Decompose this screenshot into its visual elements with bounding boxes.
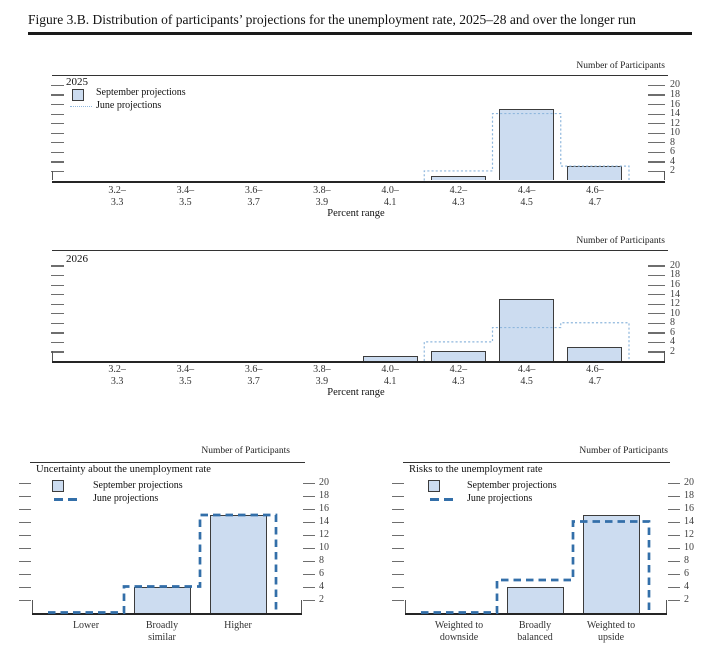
y-tick-label: 4 xyxy=(319,581,324,592)
y-tick-right xyxy=(648,304,665,305)
y-tick-label: 4 xyxy=(684,581,689,592)
y-tick-label: 6 xyxy=(670,146,675,158)
y-tick-left xyxy=(392,535,404,536)
y-tick-label: 18 xyxy=(670,269,680,281)
y-tick-right xyxy=(668,483,680,484)
x-category-label: 3.5 xyxy=(179,197,192,208)
x-axis-baseline xyxy=(32,613,302,615)
y-tick-right xyxy=(303,509,315,510)
y-tick-right xyxy=(668,548,680,549)
y-tick-left xyxy=(51,285,64,286)
y-tick-label: 8 xyxy=(670,317,675,329)
y-tick-right xyxy=(303,522,315,523)
legend-september-label: September projections xyxy=(93,480,183,491)
y-tick-left xyxy=(392,483,404,484)
y-tick-label: 16 xyxy=(319,503,329,514)
x-category-label: 3.7 xyxy=(247,376,260,387)
y-axis-units-label: Number of Participants xyxy=(579,446,668,456)
legend-june-swatch xyxy=(430,498,439,501)
y-tick-left xyxy=(51,161,64,162)
y-tick-left xyxy=(51,265,64,266)
y-tick-left xyxy=(51,313,64,314)
chart-top-border xyxy=(52,75,668,76)
x-category-label: 4.6– xyxy=(586,185,604,196)
y-tick-label: 16 xyxy=(670,279,680,291)
y-tick-left xyxy=(51,152,64,153)
y-axis-units-label: Number of Participants xyxy=(576,236,665,246)
x-category-label: upside xyxy=(597,632,625,643)
y-tick-right xyxy=(668,587,680,588)
y-tick-right xyxy=(648,342,665,343)
y-tick-left xyxy=(51,123,64,124)
y-tick-left xyxy=(392,496,404,497)
axis-corner-right xyxy=(666,600,667,613)
y-tick-right xyxy=(648,294,665,295)
y-tick-label: 14 xyxy=(684,516,694,527)
y-tick-right xyxy=(648,351,665,352)
x-category-label: Broadly xyxy=(145,620,179,631)
y-tick-left xyxy=(19,561,31,562)
y-tick-left xyxy=(51,104,64,105)
y-tick-left xyxy=(51,275,64,276)
y-tick-left xyxy=(392,522,404,523)
y-tick-label: 10 xyxy=(684,542,694,553)
y-tick-label: 18 xyxy=(684,490,694,501)
x-axis-baseline xyxy=(405,613,667,615)
y-tick-label: 16 xyxy=(670,98,680,110)
y-tick-label: 4 xyxy=(670,336,675,348)
y-tick-left xyxy=(19,522,31,523)
x-axis-caption: Percent range xyxy=(327,387,385,398)
y-tick-label: 8 xyxy=(670,136,675,148)
y-tick-right xyxy=(303,574,315,575)
y-tick-left xyxy=(19,600,31,601)
y-tick-label: 6 xyxy=(319,568,324,579)
x-category-label: 4.1 xyxy=(383,376,397,387)
y-tick-label: 10 xyxy=(670,127,680,139)
x-axis-caption: Percent range xyxy=(327,208,385,219)
x-category-label: 3.3 xyxy=(110,376,124,387)
axis-corner-left xyxy=(52,351,53,361)
y-tick-right xyxy=(648,275,665,276)
x-category-label: 4.2– xyxy=(449,185,468,196)
y-tick-right xyxy=(303,535,315,536)
legend-june-swatch xyxy=(444,498,453,501)
axis-corner-left xyxy=(405,600,406,613)
bar-4.0–4.1 xyxy=(363,356,418,361)
chart-heading: Risks to the unemployment rate xyxy=(409,464,543,475)
x-category-label: 4.0– xyxy=(381,185,399,196)
x-category-label: 3.9 xyxy=(315,197,329,208)
legend-september-swatch xyxy=(52,480,64,492)
x-category-label: downside xyxy=(439,632,479,643)
y-tick-right xyxy=(648,94,665,95)
y-tick-label: 2 xyxy=(319,594,324,605)
y-tick-right xyxy=(303,587,315,588)
y-tick-left xyxy=(51,114,64,115)
axis-corner-right xyxy=(664,171,665,181)
legend-june-label: June projections xyxy=(96,100,162,111)
y-tick-right xyxy=(668,496,680,497)
y-tick-right xyxy=(668,535,680,536)
y-tick-label: 18 xyxy=(319,490,329,501)
y-tick-label: 4 xyxy=(670,155,675,167)
x-category-label: Broadly xyxy=(518,620,552,631)
y-tick-left xyxy=(19,496,31,497)
y-tick-right xyxy=(648,114,665,115)
x-axis-baseline xyxy=(52,181,665,183)
y-tick-label: 12 xyxy=(670,117,680,129)
y-tick-right xyxy=(648,323,665,324)
x-category-label: 4.2– xyxy=(449,364,468,375)
y-tick-left xyxy=(51,304,64,305)
bar-4.2–4.3 xyxy=(431,351,486,361)
legend-june-swatch xyxy=(68,498,77,501)
y-tick-right xyxy=(648,161,665,162)
bar-4.4–4.5 xyxy=(499,109,554,181)
x-category-label: Weighted to xyxy=(434,620,484,631)
y-tick-right xyxy=(648,152,665,153)
y-tick-left xyxy=(392,548,404,549)
x-category-label: 4.7 xyxy=(588,197,602,208)
y-axis-units-label: Number of Participants xyxy=(201,446,290,456)
y-tick-label: 2 xyxy=(670,165,675,177)
y-tick-left xyxy=(19,509,31,510)
x-category-label: 3.7 xyxy=(247,197,260,208)
y-tick-label: 8 xyxy=(684,555,689,566)
axis-corner-left xyxy=(32,600,33,613)
y-tick-label: 20 xyxy=(319,477,329,488)
bar-4.6–4.7 xyxy=(567,166,622,180)
y-tick-right xyxy=(303,600,315,601)
y-tick-label: 20 xyxy=(684,477,694,488)
legend-september-label: September projections xyxy=(96,87,186,98)
bar-Weighted to upside xyxy=(583,515,640,613)
y-tick-label: 12 xyxy=(670,298,680,310)
x-category-label: 4.4– xyxy=(517,185,536,196)
y-tick-left xyxy=(392,600,404,601)
y-tick-left xyxy=(19,574,31,575)
x-category-label: 4.4– xyxy=(517,364,536,375)
x-category-label: 3.8– xyxy=(313,364,331,375)
y-tick-label: 8 xyxy=(319,555,324,566)
y-tick-left xyxy=(392,561,404,562)
y-tick-right xyxy=(648,142,665,143)
y-tick-right xyxy=(648,265,665,266)
y-tick-right xyxy=(648,332,665,333)
y-tick-label: 14 xyxy=(670,288,680,300)
y-tick-right xyxy=(648,133,665,134)
y-tick-left xyxy=(51,142,64,143)
chart-year-label: 2025 xyxy=(66,76,88,88)
y-tick-label: 18 xyxy=(670,88,680,100)
x-category-label: 4.5 xyxy=(520,197,533,208)
x-category-label: 4.3 xyxy=(452,197,465,208)
y-tick-right xyxy=(668,561,680,562)
y-tick-label: 12 xyxy=(684,529,694,540)
y-tick-left xyxy=(392,509,404,510)
bar-Broadly balanced xyxy=(507,587,564,613)
x-category-label: 4.1 xyxy=(383,197,397,208)
y-tick-label: 20 xyxy=(670,79,680,91)
y-tick-right xyxy=(648,104,665,105)
axis-corner-left xyxy=(52,171,53,181)
x-category-label: 4.6– xyxy=(586,364,604,375)
x-category-label: 4.3 xyxy=(452,376,465,387)
x-category-label: 3.5 xyxy=(179,376,192,387)
x-category-label: 3.6– xyxy=(244,185,263,196)
title-rule xyxy=(28,32,692,35)
legend-september-swatch xyxy=(428,480,440,492)
y-tick-right xyxy=(668,574,680,575)
x-category-label: 3.4– xyxy=(176,185,195,196)
bar-4.6–4.7 xyxy=(567,347,622,361)
y-tick-label: 6 xyxy=(684,568,689,579)
y-tick-label: 16 xyxy=(684,503,694,514)
legend-september-label: September projections xyxy=(467,480,557,491)
y-tick-left xyxy=(51,133,64,134)
x-category-label: Higher xyxy=(224,620,252,631)
y-tick-label: 10 xyxy=(319,542,329,553)
y-tick-left xyxy=(392,574,404,575)
y-tick-left xyxy=(51,85,64,86)
legend-june-label: June projections xyxy=(467,493,533,504)
y-tick-left xyxy=(19,483,31,484)
y-tick-left xyxy=(51,332,64,333)
legend-june-swatch xyxy=(70,106,92,107)
bar-4.4–4.5 xyxy=(499,299,554,361)
y-tick-left xyxy=(51,323,64,324)
bar-4.2–4.3 xyxy=(431,176,486,181)
x-category-label: 3.6– xyxy=(244,364,263,375)
legend-september-swatch xyxy=(72,89,84,101)
y-tick-right xyxy=(303,548,315,549)
x-category-label: 3.9 xyxy=(315,376,329,387)
y-tick-right xyxy=(648,123,665,124)
y-tick-left xyxy=(51,294,64,295)
y-tick-right xyxy=(668,522,680,523)
y-tick-label: 12 xyxy=(319,529,329,540)
y-axis-units-label: Number of Participants xyxy=(576,61,665,71)
y-tick-right xyxy=(648,313,665,314)
x-category-label: 4.5 xyxy=(520,376,533,387)
y-tick-left xyxy=(19,587,31,588)
y-tick-label: 10 xyxy=(670,307,680,319)
legend-june-swatch xyxy=(54,498,63,501)
x-category-label: 3.8– xyxy=(313,185,331,196)
x-category-label: Lower xyxy=(72,620,100,631)
x-category-label: 3.4– xyxy=(176,364,195,375)
x-category-label: 4.0– xyxy=(381,364,399,375)
axis-corner-right xyxy=(301,600,302,613)
legend-june-label: June projections xyxy=(93,493,159,504)
y-tick-right xyxy=(303,561,315,562)
chart-year-label: 2026 xyxy=(66,253,88,265)
x-category-label: Weighted to xyxy=(586,620,636,631)
y-tick-label: 2 xyxy=(670,345,675,357)
chart-heading: Uncertainty about the unemployment rate xyxy=(36,464,211,475)
y-tick-left xyxy=(19,548,31,549)
bar-Higher xyxy=(210,515,267,613)
x-category-label: 3.3 xyxy=(110,197,124,208)
y-tick-right xyxy=(303,496,315,497)
y-tick-label: 2 xyxy=(684,594,689,605)
y-tick-left xyxy=(51,342,64,343)
x-category-label: 4.7 xyxy=(588,376,602,387)
x-category-label: balanced xyxy=(517,632,553,643)
x-category-label: similar xyxy=(148,632,176,643)
y-tick-left xyxy=(392,587,404,588)
x-category-label: 3.2– xyxy=(108,364,126,375)
chart-top-border xyxy=(52,250,668,251)
y-tick-right xyxy=(668,509,680,510)
y-tick-right xyxy=(648,285,665,286)
axis-corner-right xyxy=(664,351,665,361)
y-tick-label: 6 xyxy=(670,326,675,338)
y-tick-label: 14 xyxy=(670,108,680,120)
y-tick-right xyxy=(648,85,665,86)
y-tick-right xyxy=(303,483,315,484)
y-tick-right xyxy=(648,171,665,172)
y-tick-left xyxy=(19,535,31,536)
y-tick-left xyxy=(51,94,64,95)
bar-Broadly similar xyxy=(134,587,191,613)
figure-title: Figure 3.B. Distribution of participants’ projections for the unemployment rate, 2025–28 and over the longer run xyxy=(28,12,636,27)
x-category-label: 3.2– xyxy=(108,185,126,196)
y-tick-label: 20 xyxy=(670,259,680,271)
y-tick-label: 14 xyxy=(319,516,329,527)
y-tick-right xyxy=(668,600,680,601)
